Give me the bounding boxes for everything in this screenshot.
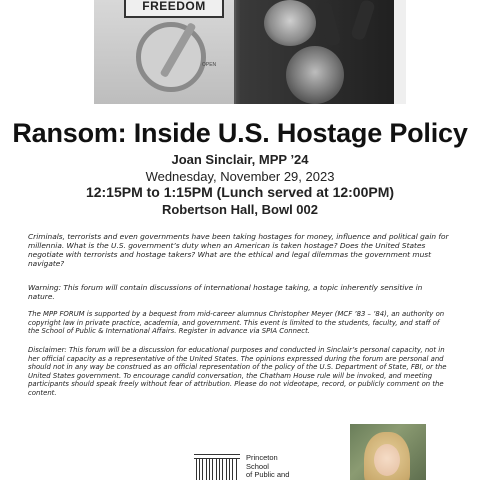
- speaker-name: Joan Sinclair, MPP ’24: [171, 152, 309, 167]
- person-top: [264, 0, 316, 46]
- intro-paragraph: Criminals, terrorists and even governments have been taking hostages for money, influence and political gain for millennia. What is the U.S. government’s duty when an American is taken hostage? Does the United States negotiate with terrorists and hostage takers? What are the ethical and legal dilemmas the government must navigate?: [28, 232, 449, 268]
- forum-note-paragraph: The MPP FORUM is supported by a bequest from mid-career alumnus Christopher Meyer (MCF ’83 – ’84), an authority on copyright law in private practice, academia, and government. This event is limited to the students, faculty, and staff of the School of Public & International Affairs. Register in advance via SPIA Connect.: [28, 310, 445, 336]
- person-bottom: [286, 46, 344, 104]
- raised-arm-2: [350, 0, 376, 41]
- portrait-face: [374, 444, 400, 476]
- event-location: Robertson Hall, Bowl 002: [161, 202, 319, 217]
- warning-paragraph: Warning: This forum will contain discussions of international hostage taking, a topic inherently sensitive in nature.: [28, 283, 423, 301]
- returning-hostages: [234, 0, 406, 104]
- event-title: Ransom: Inside U.S. Hostage Policy: [12, 118, 468, 148]
- hatch-door: [94, 0, 236, 104]
- event-date: Wednesday, November 29, 2023: [145, 169, 335, 184]
- disclaimer-paragraph: Disclaimer: This forum will be a discussion for educational purposes and conducted in Sinclair’s personal capacity, not in her official capacity as a representative of the United States. The opinions expressed during the forum are personal and should not in any way be construed as an official representation of the policy of the U.S. Department of State, FBI, or the United States government. To encourage candid conversation, the Chatham House rule will be invoked, and meeting participants should speak freely without fear of attribution. Please do not videotape, record, or publicly comment on the content.: [28, 346, 447, 397]
- logo-line-1: Princeton School: [246, 453, 278, 471]
- logo-text: [246, 454, 292, 480]
- event-time: 12:15PM to 1:15PM (Lunch served at 12:00PM): [85, 184, 395, 200]
- photo-edge: [394, 0, 406, 104]
- open-label: OPEN: [202, 62, 217, 68]
- pillars-icon: [192, 452, 242, 480]
- raised-arm: [317, 1, 342, 47]
- princeton-spia-logo: [192, 452, 292, 480]
- hero-photo: [94, 0, 406, 104]
- speaker-portrait: [350, 424, 426, 480]
- freedom-sign: FREEDOM: [124, 0, 224, 18]
- logo-line-2: of Public and: [246, 470, 290, 480]
